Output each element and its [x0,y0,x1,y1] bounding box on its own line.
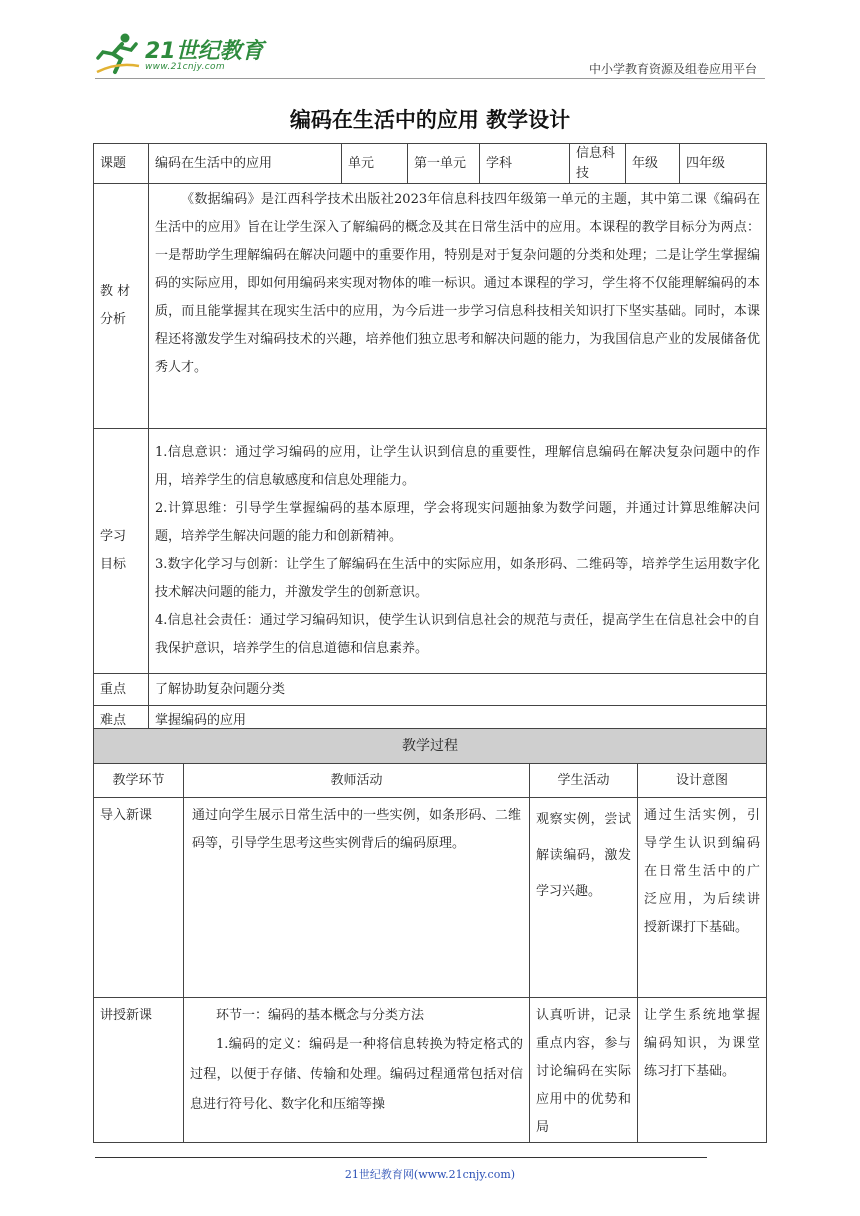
student-cell [530,798,638,998]
stage-cell [94,998,184,1143]
subject-label: 学科 [480,144,570,184]
objective-item: 1.信息意识：通过学习编码的应用，让学生认识到信息的重要性，理解信息编码在解决复杂问题中的作用，培养学生的信息敏感度和信息处理能力。 [155,445,760,488]
process-header-row [94,764,767,798]
topic-value: 编码在生活中的应用 [149,144,342,184]
column-header: 学生活动 [530,764,638,798]
lesson-info-table [93,143,767,736]
footer-divider [95,1157,707,1158]
unit-value: 第一单元 [408,144,480,184]
stage-text: 导入新课 [100,808,153,823]
grade-label: 年级 [626,144,680,184]
key-point-value: 了解协助复杂问题分类 [149,674,767,706]
design-intent-text: 通过生活实例，引导学生认识到编码在日常生活中的广泛应用，为后续讲授新课打下基础。 [644,808,760,935]
difficulty-value: 掌握编码的应用 [149,706,767,736]
platform-name: 中小学教育资源及组卷应用平台 [588,62,757,76]
objectives-label-line1: 学习 [100,529,127,544]
analysis-text: 《数据编码》是江西科学技术出版社2023年信息科技四年级第一单元的主题，其中第二课《编码在生活中的应用》旨在让学生深入了解编码的概念及其在日常生活中的应用。本课程的教学目标分为两点：一是帮助学生理解编码在解决问题中的重要作用，特别是对于复杂问题的分类和处理；二是让学生掌握编码的实际应用，即如何用编码来实现对物体的唯一标识。通过本课程的学习，学生将不仅能理解编码的本质，而且能掌握其在现实生活中的应用，为今后进一步学习信息科技相关知识打下坚实基础。同时，本课程还将激发学生对编码技术的兴趣，培养他们独立思考和解决问题的能力，为我国信息产业的发展储备优秀人才。 [155,192,760,375]
key-point-row [94,674,767,706]
teacher-activity-text: 通过向学生展示日常生活中的一些实例，如条形码、二维码等，引导学生思考这些实例背后的编码原理。 [192,808,521,851]
column-header: 教师活动 [184,764,530,798]
analysis-label [94,184,149,429]
runner-icon [95,32,141,76]
unit-label: 单元 [342,144,408,184]
subject-value: 信息科技 [570,144,626,184]
difficulty-label: 难点 [94,706,149,736]
intent-cell [638,998,767,1143]
info-row [94,144,767,184]
objectives-row [94,429,767,674]
header-divider [95,78,765,79]
teacher-cell [184,998,530,1143]
intent-cell [638,798,767,998]
document-title: 编码在生活中的应用 教学设计 [289,108,571,132]
topic-label: 课题 [94,144,149,184]
design-intent-text: 让学生系统地掌握编码知识，为课堂练习打下基础。 [644,1008,760,1079]
logo-url: www.21cnjy.com [145,62,225,72]
analysis-label-line1: 教 材 [100,284,131,299]
teacher-activity-text: 1.编码的定义：编码是一种将信息转换为特定格式的过程，以便于存储、传输和处理。编码过程通常包括对信息进行符号化、数字化和压缩等操 [190,1037,523,1112]
student-cell [530,998,638,1143]
process-row-new-lesson [94,998,767,1143]
objective-item: 3.数字化学习与创新：让学生了解编码在生活中的实际应用，如条形码、二维码等，培养学生运用数字化技术解决问题的能力，并激发学生的创新意识。 [155,557,760,600]
objectives-label-line2: 目标 [100,557,127,572]
page-header [95,30,765,80]
objective-item: 2.计算思维：引导学生掌握编码的基本原理，学会将现实问题抽象为数学问题，并通过计算思维解决问题，培养学生解决问题的能力和创新精神。 [155,501,760,544]
objectives-label [94,429,149,674]
objectives-cell [149,429,767,674]
page-footer[interactable]: 21世纪教育网(www.21cnjy.com) [344,1168,516,1181]
key-point-label: 重点 [94,674,149,706]
teacher-cell [184,798,530,998]
analysis-cell [149,184,767,429]
student-activity-text: 认真听讲，记录重点内容，参与讨论编码在实际应用中的优势和局 [536,1008,631,1135]
analysis-label-line2: 分析 [100,312,127,327]
student-activity-text: 观察实例，尝试解读编码，激发学习兴趣。 [536,812,631,899]
grade-value: 四年级 [680,144,767,184]
teacher-section-heading: 环节一：编码的基本概念与分类方法 [216,1008,425,1023]
stage-text: 讲授新课 [100,1008,153,1023]
stage-cell [94,798,184,998]
teaching-process-table [93,728,767,1143]
objective-item: 4.信息社会责任：通过学习编码知识，使学生认识到信息社会的规范与责任，提高学生在信息社会中的自我保护意识，培养学生的信息道德和信息素养。 [155,613,760,656]
site-logo [95,30,265,78]
process-section-title: 教学过程 [94,729,767,764]
analysis-row [94,184,767,429]
column-header: 设计意图 [638,764,767,798]
process-section-row [94,729,767,764]
logo-wordmark: 21世纪教育 [145,39,264,64]
column-header: 教学环节 [94,764,184,798]
process-row-intro [94,798,767,998]
